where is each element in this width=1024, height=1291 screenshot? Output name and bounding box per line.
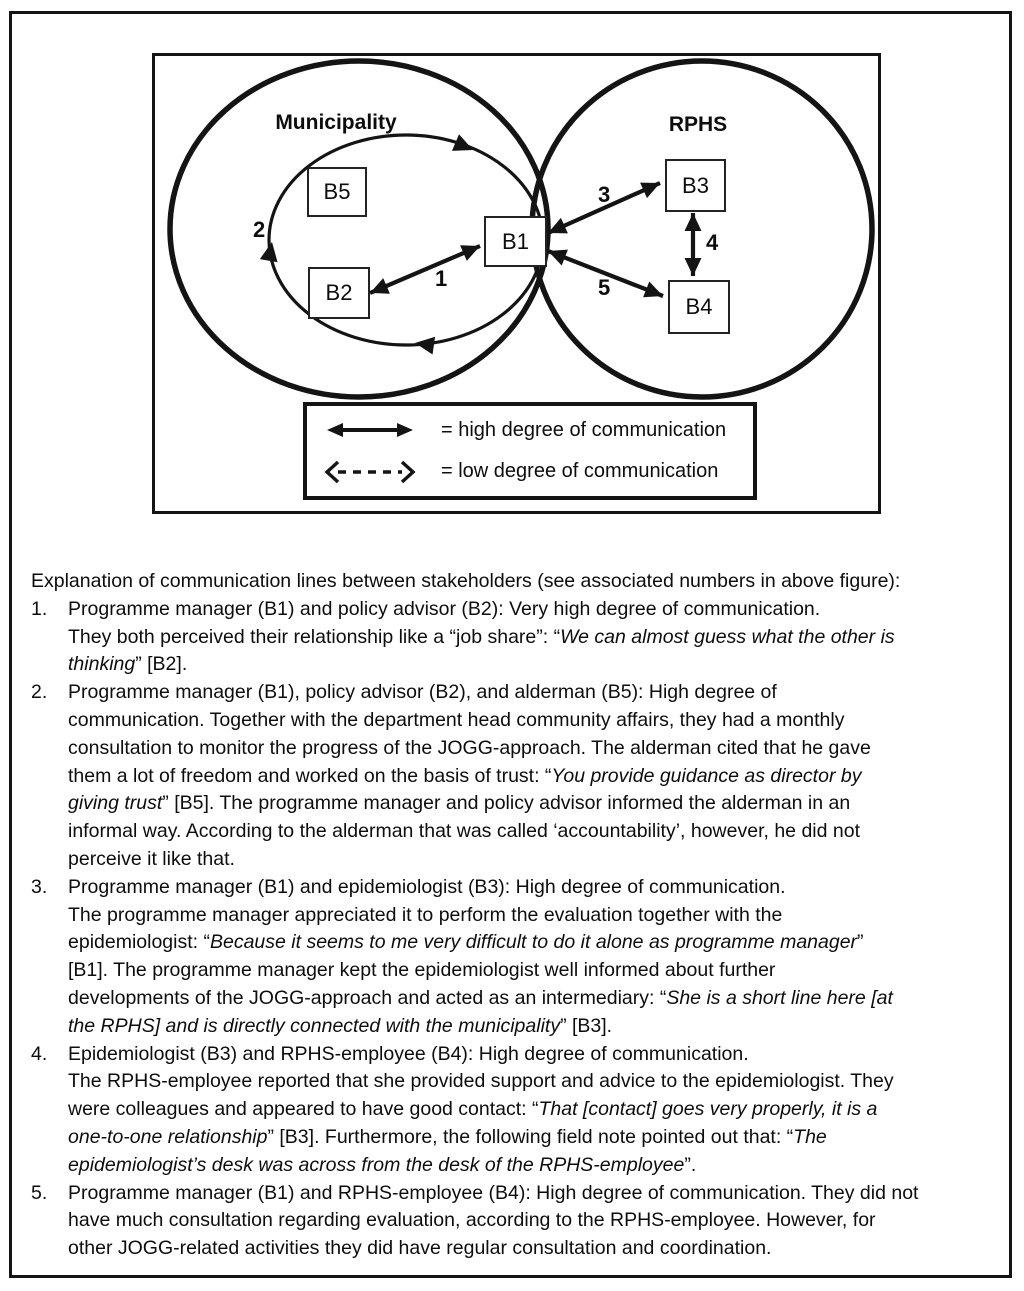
text-line: informal way. According to the alderman that was called ‘accountability’, however, he did not xyxy=(68,820,860,843)
text-line: epidemiologist: “Because it seems to me very difficult to do it alone as programme manager” xyxy=(68,931,864,954)
text-line: The programme manager appreciated it to perform the evaluation together with the xyxy=(68,903,783,926)
node-box-b2: B2 xyxy=(308,267,370,319)
text-line: developments of the JOGG-approach and acted as an intermediary: “She is a short line here [at xyxy=(68,986,893,1009)
item-number: 2. xyxy=(31,681,48,704)
text-line: epidemiologist’s desk was across from the desk of the RPHS-employee”. xyxy=(68,1153,697,1176)
item-text xyxy=(68,874,993,1041)
figure-frame xyxy=(152,53,881,514)
text-line: them a lot of freedom and worked on the basis of trust: “You provide guidance as director by xyxy=(68,764,862,787)
line-number-5: 5 xyxy=(598,275,611,300)
line-number-4: 4 xyxy=(706,230,719,255)
text-line: the RPHS] and is directly connected with the municipality” [B3]. xyxy=(68,1014,613,1037)
text-line: The RPHS-employee reported that she provided support and advice to the epidemiologist. They xyxy=(68,1070,894,1093)
node-box-b1: B1 xyxy=(484,216,547,267)
explanation-list xyxy=(31,596,993,1263)
line-number-3: 3 xyxy=(598,182,611,207)
explanation-item-1 xyxy=(31,596,993,679)
item-number: 5. xyxy=(31,1181,48,1204)
dashed-double-arrow-icon xyxy=(321,457,421,487)
text-line: thinking” [B2]. xyxy=(68,653,188,676)
rphs-circle xyxy=(532,61,872,397)
item-number: 1. xyxy=(31,597,48,620)
rphs-label: RPHS xyxy=(668,113,728,136)
explanation-intro: Explanation of communication lines between stakeholders (see associated numbers in above figure): xyxy=(31,570,901,592)
text-line: Programme manager (B1) and policy advisor (B2): Very high degree of communication. xyxy=(68,597,821,620)
legend-row-high xyxy=(321,413,753,447)
explanation-item-4 xyxy=(31,1041,993,1180)
text-line: Programme manager (B1), policy advisor (B2), and alderman (B5): High degree of xyxy=(68,681,777,704)
text-line: They both perceived their relationship like a “job share”: “We can almost guess what the other is xyxy=(68,625,895,648)
item-text xyxy=(68,596,993,679)
item-number: 3. xyxy=(31,875,48,898)
text-line: Epidemiologist (B3) and RPHS-employee (B4): High degree of communication. xyxy=(68,1042,749,1065)
legend-row-low xyxy=(321,455,753,489)
solid-double-arrow-icon xyxy=(321,415,421,445)
text-line: one-to-one relationship” [B3]. Furthermore, the following field note pointed out that: “The xyxy=(68,1125,827,1148)
text-line: Programme manager (B1) and epidemiologist (B3): High degree of communication. xyxy=(68,875,786,898)
explanation-item-2 xyxy=(31,679,993,874)
item-text xyxy=(68,1180,993,1263)
node-box-b4: B4 xyxy=(668,280,730,334)
legend-box xyxy=(303,402,757,500)
line-number-1: 1 xyxy=(435,266,448,291)
node-box-b5: B5 xyxy=(307,167,367,217)
text-line: were colleagues and appeared to have good contact: “That [contact] goes very properly, it is a xyxy=(68,1098,878,1121)
legend-low-label: = low degree of communication xyxy=(441,460,719,483)
text-line: perceive it like that. xyxy=(68,847,235,870)
item-text xyxy=(68,679,993,874)
item-number: 4. xyxy=(31,1042,48,1065)
text-line: consultation to monitor the progress of the JOGG-approach. The alderman cited that he gave xyxy=(68,736,871,759)
item-text xyxy=(68,1041,993,1180)
text-line: giving trust” [B5]. The programme manager and policy advisor informed the alderman in an xyxy=(68,792,851,815)
municipality-label: Municipality xyxy=(275,111,397,134)
text-line: other JOGG-related activities they did have regular consultation and coordination. xyxy=(68,1237,772,1260)
explanation-item-5 xyxy=(31,1180,993,1263)
text-line: have much consultation regarding evaluation, according to the RPHS-employee. However, for xyxy=(68,1209,876,1232)
explanation-item-3 xyxy=(31,874,993,1041)
text-line: [B1]. The programme manager kept the epidemiologist well informed about further xyxy=(68,959,776,982)
text-line: Programme manager (B1) and RPHS-employee (B4): High degree of communication. They did not xyxy=(68,1181,919,1204)
text-line: communication. Together with the department head community affairs, they had a monthly xyxy=(68,708,845,731)
node-box-b3: B3 xyxy=(665,159,726,212)
legend-high-label: = high degree of communication xyxy=(441,418,727,441)
explanation-section xyxy=(31,568,993,1263)
page-border xyxy=(9,11,1012,1278)
line-number-2: 2 xyxy=(253,217,266,242)
